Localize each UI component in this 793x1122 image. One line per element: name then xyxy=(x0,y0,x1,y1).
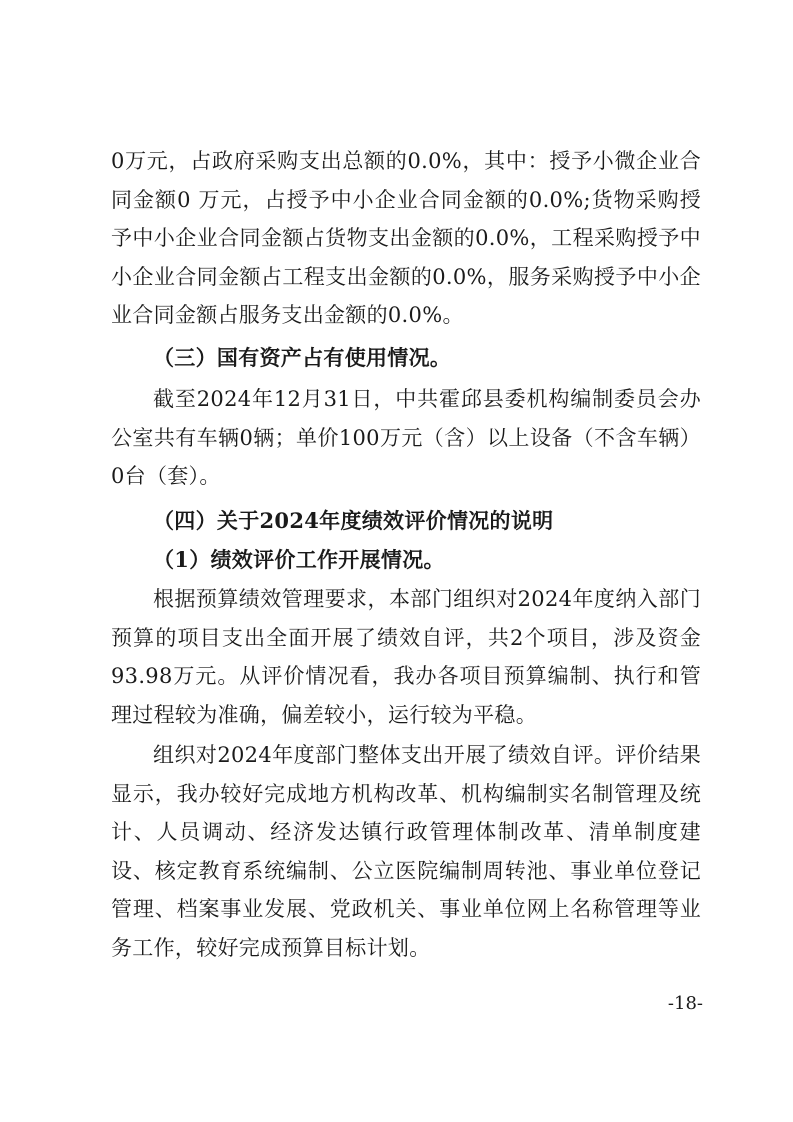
paragraph-overall-evaluation: 组织对2024年度部门整体支出开展了绩效自评。评价结果显示，我办较好完成地方机构改革、机构编制实名制管理及统计、人员调动、经济发达镇行政管理体制改革、清单制度建设、核定教育系统编制、公立医院编制周转池、事业单位登记管理、档案事业发展、党政机关、事业单位网上名称管理等业务工作，较好完成预算目标计划。 xyxy=(111,743,701,960)
heading-state-assets: （三）国有资产占有使用情况。 xyxy=(153,345,452,370)
heading-performance-evaluation: （四）关于2024年度绩效评价情况的说明 xyxy=(153,508,554,533)
paragraph-project-evaluation: 根据预算绩效管理要求，本部门组织对2024年度纳入部门预算的项目支出全面开展了绩效自评，共2个项目，涉及资金93.98万元。从评价情况看，我办各项目预算编制、执行和管理过程较为准确，偏差较小，运行较为平稳。 xyxy=(111,587,701,727)
subheading-evaluation-work: （1）绩效评价工作开展情况。 xyxy=(153,547,445,572)
paragraph-state-assets: 截至2024年12月31日，中共霍邱县委机构编制委员会办公室共有车辆0辆；单价100万元（含）以上设备（不含车辆）0台（套）。 xyxy=(111,387,701,489)
paragraph-procurement: 0万元，占政府采购支出总额的0.0%，其中：授予小微企业合同金额0 万元，占授予中小企业合同金额的0.0%;货物采购授予中小企业合同金额占货物支出金额的0.0%，工程采购授予中小企业合同金额占工程支出金额的0.0%，服务采购授予中小企业合同金额占服务支出金额的0.0%。 xyxy=(111,149,701,328)
page-number: -18- xyxy=(667,993,703,1014)
